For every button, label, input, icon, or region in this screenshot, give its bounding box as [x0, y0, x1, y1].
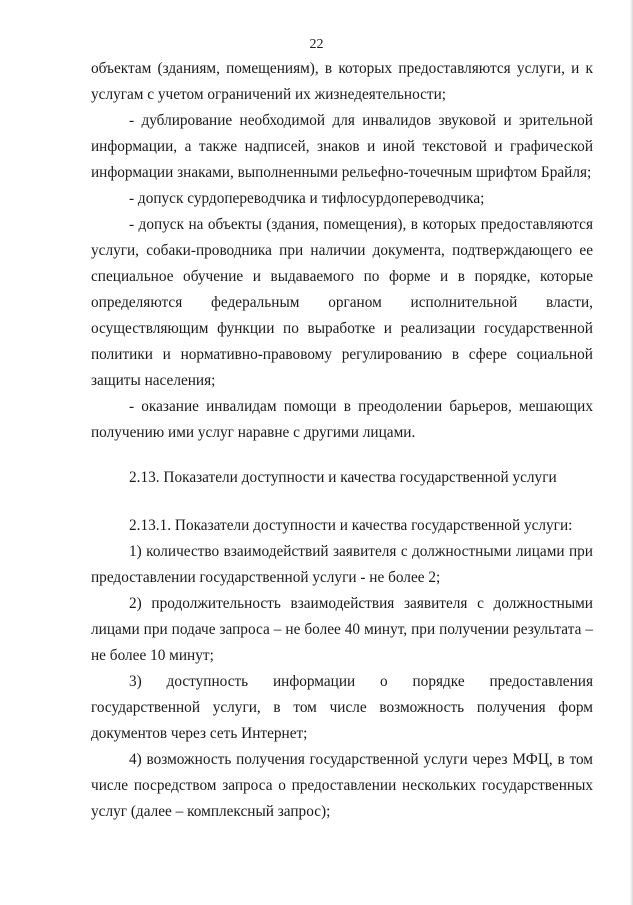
section-heading-block	[91, 465, 593, 491]
list-item-interaction-duration: 2) продолжительность взаимодействия заявителя с должностными лицами при подаче запроса – не более 40 минут, при получении результата – не более 10 минут;	[91, 595, 593, 664]
list-item-information-availability: 3) доступность информации о порядке предоставления государственной услуги, в том числе возможность получения форм документов через сеть Интернет;	[91, 673, 593, 742]
list-item-interactions-count: 1) количество взаимодействий заявителя с должностными лицами при предоставлении государственной услуги - не более 2;	[91, 543, 593, 586]
page-number: 22	[309, 37, 324, 52]
paragraph-objects-and-services: объектам (зданиям, помещениям), в которых предоставляются услуги, и к услугам с учетом ограничений их жизнедеятельности;	[91, 60, 593, 103]
paragraph-guide-dog: - допуск на объекты (здания, помещения), в которых предоставляются услуги, собаки-проводника при наличии документа, подтверждающего ее специальное обучение и выдаваемого по форме и в порядке, которые определяются федеральным органом исполнительной власти, осуществляющим функции по выработке и реализации государственной политики и нормативно-правовому регулированию в сфере социальной защиты населения;	[91, 216, 593, 389]
section-heading: 2.13. Показатели доступности и качества государственной услуги	[129, 469, 557, 486]
list-item-mfc-availability: 4) возможность получения государственной услуги через МФЦ, в том числе посредством запроса о предоставлении нескольких государственных услуг (далее – комплексный запрос);	[91, 751, 593, 820]
accessibility-measures-block	[91, 56, 593, 446]
paragraph-braille-duplication: - дублирование необходимой для инвалидов звуковой и зрительной информации, а также надписей, знаков и иной текстовой и графической информации знаками, выполненными рельефно-точечным шрифтом Брайля;	[91, 112, 593, 181]
paragraph-sign-interpreter: - допуск сурдопереводчика и тифлосурдопереводчика;	[129, 190, 485, 207]
paragraph-barrier-assistance: - оказание инвалидам помощи в преодолении барьеров, мешающих получению ими услуг наравне с другими лицами.	[91, 398, 593, 441]
paragraph-indicators-intro: 2.13.1. Показатели доступности и качества государственной услуги:	[129, 517, 573, 534]
quality-indicators-block	[91, 513, 593, 825]
